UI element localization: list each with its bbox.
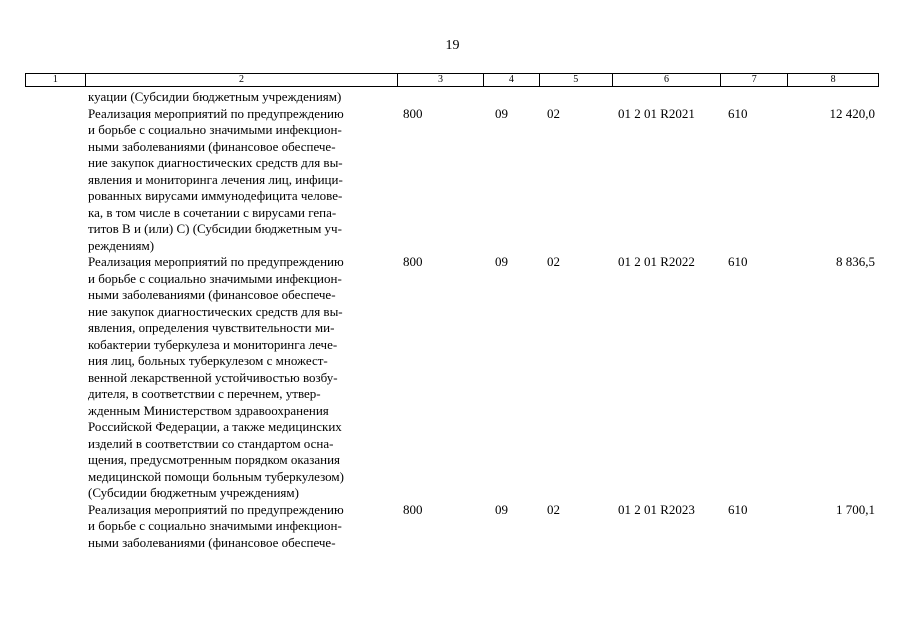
cell-target-article: 01 2 01 R2022 (618, 254, 695, 269)
cell-code-admin: 800 (403, 105, 423, 121)
cell-col-1 (25, 254, 85, 502)
description-line: ными заболеваниями (финансовое обеспече- (88, 287, 336, 302)
description-line: (Субсидии бюджетным учреждениям) (88, 485, 299, 500)
cell-target-article: 01 2 01 R2021 (618, 105, 695, 121)
header-col-7: 7 (721, 74, 788, 86)
description-line: медицинской помощи больным туберкулезом) (88, 468, 344, 484)
cell-target-article: 01 2 01 R2023 (618, 501, 695, 517)
description-line: ния лиц, больных туберкулезом с множест- (88, 353, 328, 368)
description-line: щения, предусмотренным порядком оказания (88, 452, 341, 467)
description-line: дителя, в соответствии с перечнем, утвер- (88, 386, 321, 401)
description-line: явления и мониторинга лечения лиц, инфици- (88, 171, 343, 187)
table-row (25, 106, 879, 255)
description-line: и борьбе с социально значимыми инфекцион- (88, 122, 342, 137)
header-col-5: 5 (540, 74, 613, 86)
description-line: венной лекарственной устойчивостью возбу- (88, 369, 338, 385)
table-rows (25, 106, 879, 552)
description-line: Реализация мероприятий по предупреждению (88, 105, 344, 121)
table-body (25, 89, 879, 551)
description-line: кобактерии туберкулеза и мониторинга лече- (88, 336, 338, 352)
header-col-1: 1 (26, 74, 86, 86)
description-line: явления, определения чувствительности ми- (88, 320, 335, 335)
header-col-2: 2 (86, 74, 398, 86)
description-line: рованных вирусами иммунодефицита челове- (88, 188, 343, 203)
page-number: 19 (445, 38, 460, 53)
description-line: Реализация мероприятий по предупреждению (88, 254, 344, 269)
cell-amount: 8 836,5 (836, 254, 875, 269)
cell-code-admin: 800 (403, 254, 423, 269)
description-line: реждениям) (88, 237, 155, 253)
cell-expense-type: 610 (728, 254, 748, 269)
description-line: ными заболеваниями (финансовое обеспече- (88, 138, 336, 154)
description-line: титов B и (или) C) (Субсидии бюджетным уч- (88, 221, 342, 236)
header-col-4: 4 (484, 74, 540, 86)
cell-section: 09 (495, 254, 508, 269)
header-col-3: 3 (398, 74, 484, 86)
table-header (25, 73, 879, 87)
cell-amount: 1 700,1 (836, 501, 875, 517)
cell-subsection: 02 (547, 105, 560, 121)
cell-description (85, 106, 398, 255)
table-row (25, 254, 879, 502)
description-line: ными заболеваниями (финансовое обеспече- (88, 534, 336, 550)
header-col-6: 6 (613, 74, 722, 86)
description-line: и борьбе с социально значимыми инфекцион- (88, 270, 342, 286)
cell-col-1 (25, 106, 85, 255)
description-line: Реализация мероприятий по предупреждению (88, 501, 344, 517)
description-line: ка, в том числе в сочетании с вирусами гепа- (88, 204, 337, 220)
description-line: ние закупок диагностических средств для вы- (88, 155, 343, 170)
cell-subsection: 02 (547, 501, 560, 517)
cell-subsection: 02 (547, 254, 560, 269)
description-line: изделий в соответствии со стандартом осна- (88, 435, 334, 451)
cell-col-1 (25, 502, 85, 552)
description-line: и борьбе с социально значимыми инфекцион- (88, 518, 342, 533)
cell-section: 09 (495, 105, 508, 121)
cell-section: 09 (495, 501, 508, 517)
continued-text: куации (Субсидии бюджетным учреждениям) (88, 89, 342, 104)
header-col-8: 8 (830, 74, 836, 85)
cell-code-admin: 800 (403, 501, 423, 517)
cell-expense-type: 610 (728, 501, 748, 517)
description-line: Российской Федерации, а также медицинских (88, 419, 342, 434)
description-line: ние закупок диагностических средств для вы- (88, 303, 343, 319)
description-line: жденным Министерством здравоохранения (88, 402, 329, 418)
cell-expense-type: 610 (728, 105, 748, 121)
cell-description (85, 502, 398, 552)
table-row (25, 502, 879, 552)
cell-amount: 12 420,0 (829, 105, 875, 121)
cell-description (85, 254, 398, 502)
